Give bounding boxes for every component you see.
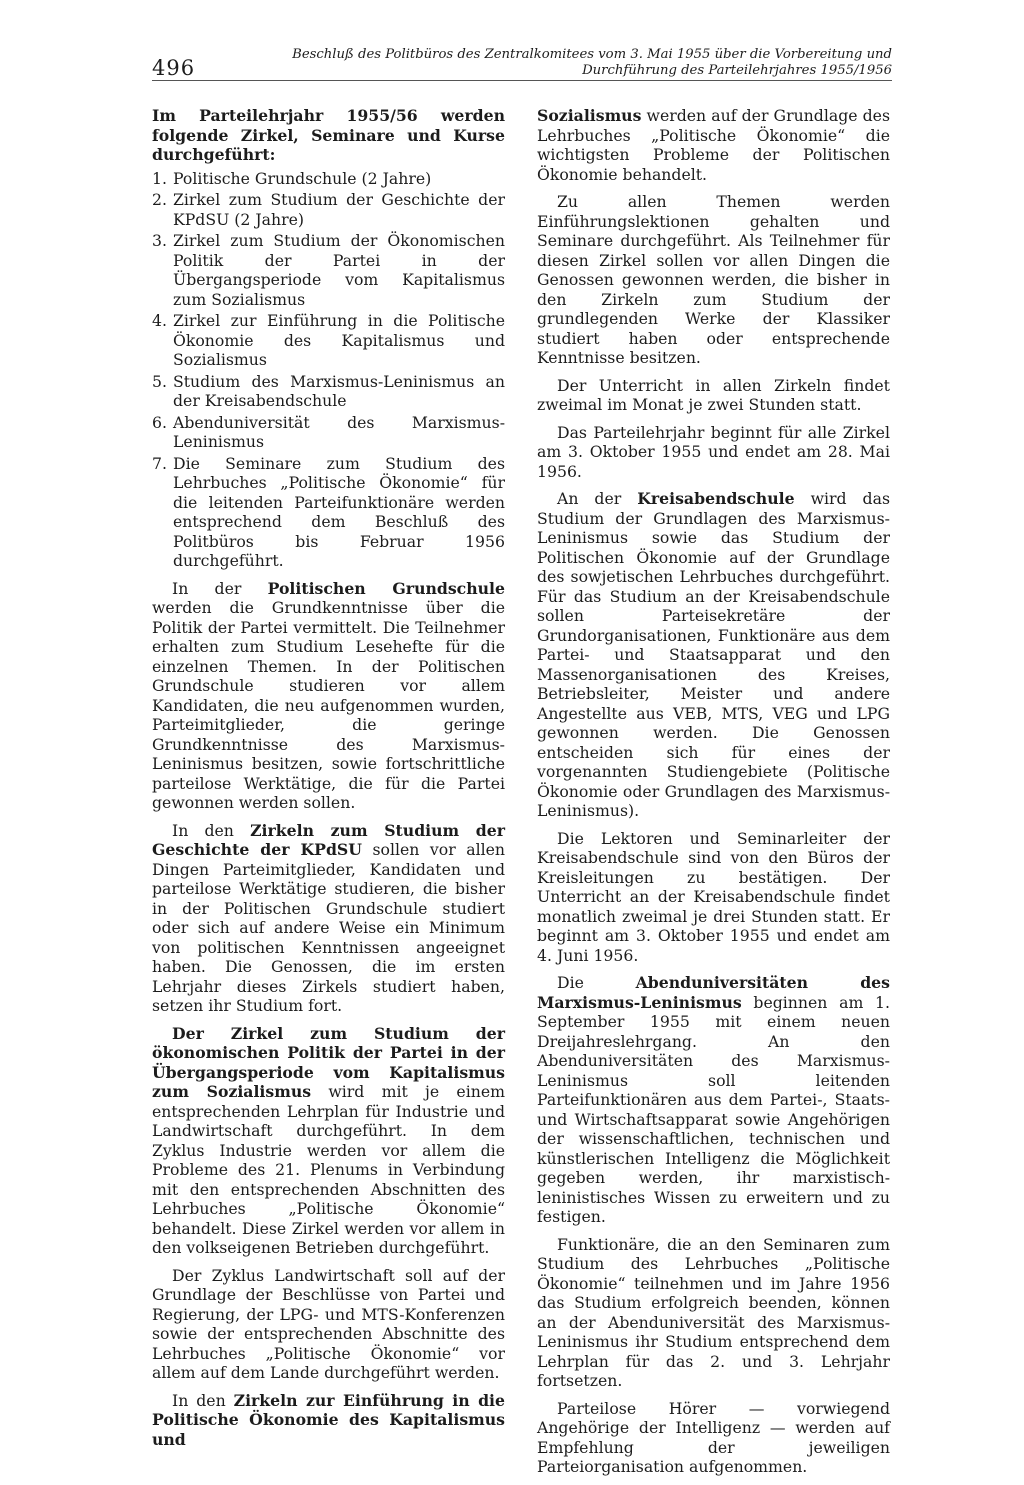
- header-rule: [152, 80, 892, 81]
- list-item-text: Zirkel zum Studium der Ökonomischen Politik der Partei in der Übergangsperiode vom Kapitalismus zum Sozialismus: [173, 231, 505, 309]
- list-item-text: Abenduniversität des Marxismus-Leninismus: [173, 412, 505, 451]
- list-item: [152, 169, 505, 189]
- paragraph-oekonomische-politik: [152, 1024, 505, 1258]
- list-item-text: Zirkel zum Studium der Geschichte der KPdSU (2 Jahre): [173, 190, 505, 229]
- paragraph-text: werden die Grundkenntnisse über die Politik der Partei vermittelt. Die Teilnehmer erhalten zum Studium Lesehefte für die einzelnen Themen. In der Politischen Grundschule studieren vor allem Kandidaten, die neu aufgenommen wurden, Parteimitglieder, die geringe Grundkenntnisse des Marxismus-Leninismus besitzen, sowie fortschrittliche parteilose Werktätige, die für die Partei gewonnen werden sollen.: [152, 598, 505, 812]
- list-item-number: 4.: [152, 311, 167, 330]
- paragraph-kreisabendschule: [537, 489, 890, 821]
- paragraph-sozialismus: [537, 106, 890, 184]
- paragraph-parteilose-hoerer: Parteilose Hörer — vorwiegend Angehörige der Intelligenz — werden auf Empfehlung der jeweiligen Parteiorganisation aufgenommen.: [537, 1398, 890, 1476]
- paragraph-funktionaere: Funktionäre, die an den Seminaren zum Studium des Lehrbuches „Politische Ökonomie“ teilnehmen und im Jahre 1956 das Studium erfolgreich beenden, können an der Abenduniversität des Marxismus-Leninismus ihr Studium entsprechend dem Lehrplan für das 2. und 3. Lehrjahr fortsetzen.: [537, 1234, 890, 1390]
- list-item-number: 2.: [152, 190, 167, 209]
- paragraph-text: In den: [172, 1390, 234, 1410]
- course-list: [152, 169, 505, 571]
- bold-term: Abenduniversitäten des Marxismus-Leninismus: [537, 973, 890, 1012]
- list-intro: Im Parteilehrjahr 1955/56 werden folgende Zirkel, Seminare und Kurse durchgeführt:: [152, 106, 505, 164]
- list-item-text: Die Seminare zum Studium des Lehrbuches „Politische Ökonomie“ für die leitenden Parteifunktionäre werden entsprechend dem Beschluß des Politbüros bis Februar 1956 durchgeführt.: [173, 453, 505, 570]
- paragraph-abenduniversitaet: [537, 973, 890, 1227]
- bold-term: Kreisabendschule: [637, 489, 795, 508]
- paragraph-text: In den: [172, 820, 251, 840]
- bold-term: Politischen Grundschule: [267, 578, 505, 598]
- list-item-number: 5.: [152, 371, 167, 391]
- list-item-text: Studium des Marxismus-Leninismus an der Kreisabendschule: [173, 371, 505, 410]
- paragraph-text: Die: [557, 973, 636, 992]
- list-item: [152, 190, 505, 229]
- paragraph-text: In der: [172, 578, 268, 598]
- list-item: [152, 372, 505, 411]
- paragraph-kpdsu: [152, 821, 505, 1016]
- paragraph-themen: Zu allen Themen werden Einführungslektionen gehalten und Seminare durchgeführt. Als Teilnehmer für diesen Zirkel sollen vor allen Dingen die Genossen gewonnen werden, die bisher in den Zirkeln zum Studium der grundlegenden Werke der Klassiker studiert haben oder entsprechende Kenntnisse besitzen.: [537, 192, 890, 367]
- paragraph-text: sollen vor allen Dingen Parteimitglieder, Kandidaten und parteilose Werktätige studieren, die bisher in der Politischen Grundschule studiert oder sich auf andere Weise ein Minimum von politischen Kenntnissen angeeignet haben. Die Genossen, die im ersten Lehrjahr dieses Zirkels studiert haben, setzen ihr Studium fort.: [152, 840, 505, 1015]
- paragraph-text: werden auf der Grundlage des Lehrbuches „Politische Ökonomie“ die wichtigsten Probleme der Politischen Ökonomie behandelt.: [537, 106, 890, 184]
- paragraph-text: An der: [557, 489, 638, 508]
- list-item-number: 7.: [152, 453, 167, 473]
- list-item-text: Zirkel zur Einführung in die Politische Ökonomie des Kapitalismus und Sozialismus: [173, 311, 505, 369]
- list-item: [152, 454, 505, 571]
- paragraph-einfuehrung: [152, 1391, 505, 1450]
- paragraph-landwirtschaft: Der Zyklus Landwirtschaft soll auf der Grundlage der Beschlüsse von Partei und Regierung, der LPG- und MTS-Konferenzen sowie der entsprechenden Abschnitte des Lehrbuches „Politische Ökonomie“ vor allem auf dem Lande durchgeführt werden.: [152, 1265, 505, 1382]
- paragraph-lektoren: Die Lektoren und Seminarleiter der Kreisabendschule sind von den Büros der Kreisleitungen zu bestätigen. Der Unterricht an der Kreisabendschule findet monatlich zweimal je drei Stunden statt. Er beginnt am 3. Oktober 1955 und endet am 4. Juni 1956.: [537, 828, 890, 965]
- right-column: [537, 106, 890, 1485]
- list-item: [152, 231, 505, 309]
- paragraph-text: wird mit je einem entsprechenden Lehrplan für Industrie und Landwirtschaft durchgeführt. In dem Zyklus Industrie werden vor allem die Probleme des 21. Plenums in Verbindung mit den entsprechenden Abschnitten des Lehrbuches „Politische Ökonomie“ behandelt. Diese Zirkel werden vor allem in den volkseigenen Betrieben durchgeführt.: [152, 1082, 505, 1257]
- bold-term: Zirkeln zum Studium der Geschichte der KPdSU: [152, 820, 505, 859]
- list-item-number: 3.: [152, 231, 167, 250]
- list-item-text: Politische Grundschule (2 Jahre): [173, 168, 432, 188]
- paragraph-grundschule: [152, 579, 505, 813]
- left-column: [152, 106, 505, 1457]
- paragraph-text: wird das Studium der Grundlagen des Marxismus-Leninismus sowie das Studium der Politischen Ökonomie auf der Grundlage des sowjetischen Lehrbuches durchgeführt. Für das Studium an der Kreisabendschule sollen Parteisekretäre der Grundorganisationen, Funktionäre aus dem Partei- und Staatsapparat und den Massenorganisationen des Kreises, Betriebsleiter, Meister und andere Angestellte aus VEB, MTS, VEG und LPG gewonnen werden. Die Genossen entscheiden sich für eines der vorgenannten Studiengebiete (Politische Ökonomie oder Grundlagen des Marxismus-Leninismus).: [537, 489, 890, 820]
- list-item: [152, 413, 505, 452]
- list-item: [152, 311, 505, 370]
- bold-term: Zirkeln zur Einführung in die Politische Ökonomie des Kapitalismus und: [152, 1390, 505, 1449]
- paragraph-text: beginnen am 1. September 1955 mit einem neuen Dreijahreslehrgang. An den Abenduniversitäten des Marxismus-Leninismus soll leitenden Parteifunktionären aus dem Partei-, Staats- und Wirtschaftsapparat sowie Angehörigen der wissenschaftlichen, technischen und künstlerischen Intelligenz die Möglichkeit gegeben werden, ihr marxistisch-leninistisches Wissen zu erweitern und zu festigen.: [537, 992, 890, 1226]
- bold-term: Sozialismus: [537, 106, 642, 125]
- list-item-number: 1.: [152, 168, 167, 188]
- running-head-line-1: Beschluß des Politbüros des Zentralkomitees vom 3. Mai 1955 über die Vorbereitung und: [292, 47, 892, 62]
- paragraph-unterricht: Der Unterricht in allen Zirkeln findet zweimal im Monat je zwei Stunden statt.: [537, 375, 890, 414]
- list-item-number: 6.: [152, 412, 167, 432]
- running-head: [242, 47, 892, 79]
- bold-term: Der Zirkel zum Studium der ökonomischen Politik der Partei in der Übergangsperiode vom Kapitalismus zum Sozialismus: [152, 1023, 505, 1101]
- running-head-line-2: Durchführung des Parteilehrjahres 1955/1956: [582, 63, 892, 78]
- page-number: 496: [152, 56, 196, 80]
- paragraph-parteilehrjahr: Das Parteilehrjahr beginnt für alle Zirkel am 3. Oktober 1955 und endet am 28. Mai 1956.: [537, 422, 890, 481]
